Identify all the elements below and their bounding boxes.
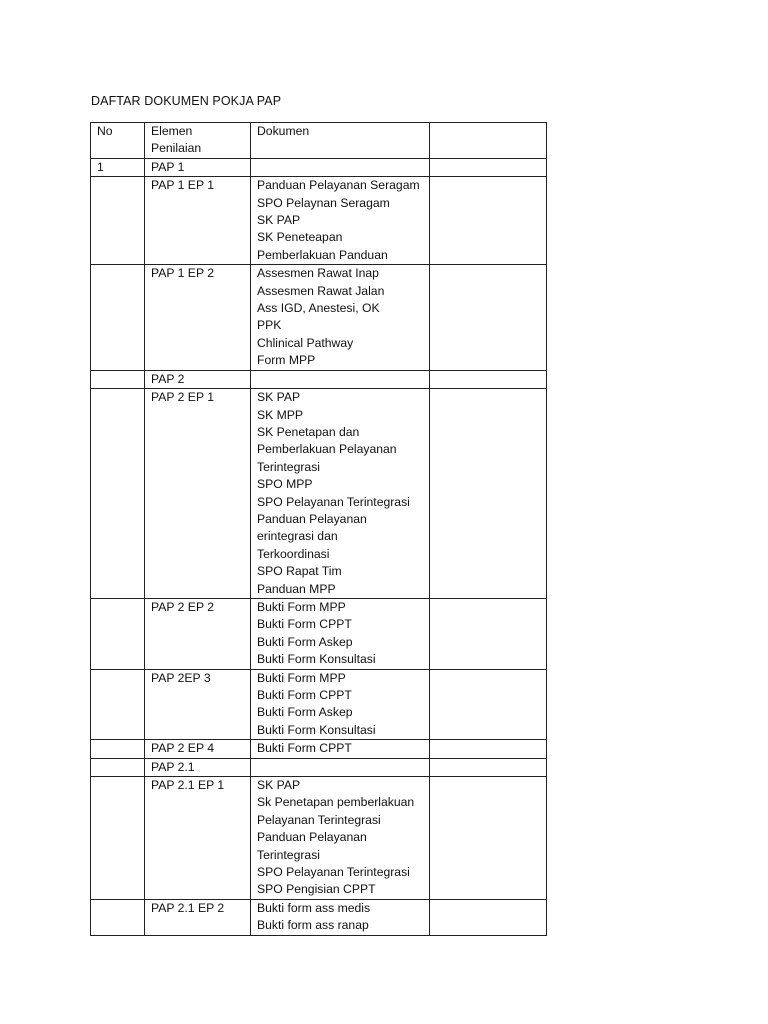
table-row [91, 265, 547, 370]
cell-elemen-penilaian: PAP 1 EP 2 [145, 265, 251, 370]
cell-elemen-penilaian: PAP 2 EP 1 [145, 389, 251, 599]
dokumen-item: Bukti Form CPPT [257, 688, 352, 702]
dokumen-item: Pemberlakuan Pelayanan [257, 442, 397, 457]
cell-dokumen [251, 389, 430, 599]
dokumen-item: SPO Pelaynan Seragam [257, 195, 390, 210]
dokumen-item: Bukti Form CPPT [257, 741, 352, 756]
cell-extra [430, 740, 547, 758]
cell-dokumen [251, 777, 430, 900]
cell-no [91, 777, 145, 900]
table-row [91, 777, 547, 900]
cell-no [91, 389, 145, 599]
dokumen-item: Bukti Form Konsultasi [257, 722, 376, 737]
dokumen-item: SK PAP [257, 390, 301, 405]
cell-no [91, 758, 145, 776]
table-row [91, 158, 547, 176]
cell-elemen-penilaian: PAP 2.1 [145, 758, 251, 776]
cell-extra [430, 598, 547, 669]
dokumen-item: Bukti Form Askep [257, 705, 353, 720]
table-body [91, 158, 547, 935]
cell-dokumen [251, 598, 430, 669]
dokumen-item: Terintegrasi [257, 459, 320, 474]
cell-extra [430, 177, 547, 265]
cell-elemen-penilaian: PAP 2 EP 4 [145, 740, 251, 758]
dokumen-item: SK Peneteapan [257, 230, 343, 245]
dokumen-item: SK PAP [257, 778, 301, 793]
dokumen-item: Bukti Form Askep [257, 634, 353, 649]
dokumen-item: Bukti form ass ranap [257, 918, 369, 933]
dokumen-item: Bukti Form CPPT [257, 617, 352, 632]
cell-no [91, 598, 145, 669]
cell-extra [430, 777, 547, 900]
cell-extra [430, 758, 547, 776]
cell-elemen-penilaian: PAP 1 EP 1 [145, 177, 251, 265]
cell-no [91, 899, 145, 935]
dokumen-item: SPO Pelayanan Terintegrasi [257, 865, 410, 880]
dokumen-item: Panduan Pelayanan Seragam [257, 178, 420, 193]
cell-no [91, 740, 145, 758]
dokumen-item: SK MPP [257, 407, 304, 422]
cell-no: 1 [91, 158, 145, 176]
cell-no [91, 177, 145, 265]
dokumen-item: Terintegrasi [257, 847, 320, 862]
cell-no [91, 265, 145, 370]
cell-dokumen [251, 899, 430, 935]
document-table [90, 122, 547, 936]
cell-extra [430, 265, 547, 370]
dokumen-item: Form MPP [257, 353, 316, 368]
cell-extra [430, 669, 547, 740]
dokumen-item: Pelayanan Terintegrasi [257, 812, 381, 827]
cell-dokumen [251, 758, 430, 776]
dokumen-item: Panduan Pelayanan [257, 830, 367, 845]
cell-no [91, 370, 145, 388]
dokumen-item: Panduan Pelayanan [257, 511, 367, 526]
cell-dokumen [251, 740, 430, 758]
cell-elemen-penilaian: PAP 2EP 3 [145, 669, 251, 740]
dokumen-item: Assesmen Rawat Inap [257, 266, 379, 281]
dokumen-item: Sk Penetapan pemberlakuan [257, 795, 415, 810]
dokumen-item: Bukti Form MPP [257, 599, 346, 614]
cell-elemen-penilaian: PAP 2.1 EP 1 [145, 777, 251, 900]
dokumen-item: Pemberlakuan Panduan [257, 247, 388, 262]
header-no: No [91, 123, 145, 159]
table-row [91, 177, 547, 265]
cell-extra [430, 158, 547, 176]
cell-elemen-penilaian: PAP 1 [145, 158, 251, 176]
cell-extra [430, 899, 547, 935]
header-extra [430, 123, 547, 159]
cell-dokumen [251, 669, 430, 740]
cell-elemen-penilaian: PAP 2.1 EP 2 [145, 899, 251, 935]
dokumen-item: Assesmen Rawat Jalan [257, 283, 385, 298]
cell-extra [430, 389, 547, 599]
table-header-row [91, 123, 547, 159]
dokumen-item: SPO Pengisian CPPT [257, 882, 376, 897]
header-elemen-penilaian [145, 123, 251, 159]
dokumen-item: erintegrasi dan [257, 529, 338, 544]
header-elemen-line: Penilaian [151, 141, 202, 156]
cell-no [91, 669, 145, 740]
dokumen-item: SK PAP [257, 213, 301, 228]
table-row [91, 899, 547, 935]
table-row [91, 370, 547, 388]
dokumen-item: Ass IGD, Anestesi, OK [257, 301, 380, 316]
cell-dokumen [251, 265, 430, 370]
dokumen-item: SK Penetapan dan [257, 424, 360, 439]
dokumen-item: SPO Pelayanan Terintegrasi [257, 494, 410, 509]
dokumen-item: Panduan MPP [257, 581, 336, 596]
cell-dokumen [251, 158, 430, 176]
cell-extra [430, 370, 547, 388]
table-row [91, 389, 547, 599]
dokumen-item: SPO MPP [257, 477, 313, 492]
dokumen-item: Bukti Form Konsultasi [257, 652, 376, 667]
cell-elemen-penilaian: PAP 2 EP 2 [145, 598, 251, 669]
dokumen-item: Chlinical Pathway [257, 335, 354, 350]
document-title: DAFTAR DOKUMEN POKJA PAP [91, 94, 282, 108]
dokumen-item: SPO Rapat Tim [257, 564, 342, 579]
cell-dokumen [251, 370, 430, 388]
header-dokumen: Dokumen [251, 123, 430, 159]
table-row [91, 598, 547, 669]
cell-dokumen [251, 177, 430, 265]
table-row [91, 740, 547, 758]
dokumen-item: PPK [257, 318, 282, 333]
header-elemen-line: Elemen [151, 124, 193, 138]
dokumen-item: Terkoordinasi [257, 546, 330, 561]
cell-elemen-penilaian: PAP 2 [145, 370, 251, 388]
dokumen-item: Bukti form ass medis [257, 900, 371, 915]
dokumen-item: Bukti Form MPP [257, 670, 346, 685]
table-row [91, 669, 547, 740]
table-row [91, 758, 547, 776]
